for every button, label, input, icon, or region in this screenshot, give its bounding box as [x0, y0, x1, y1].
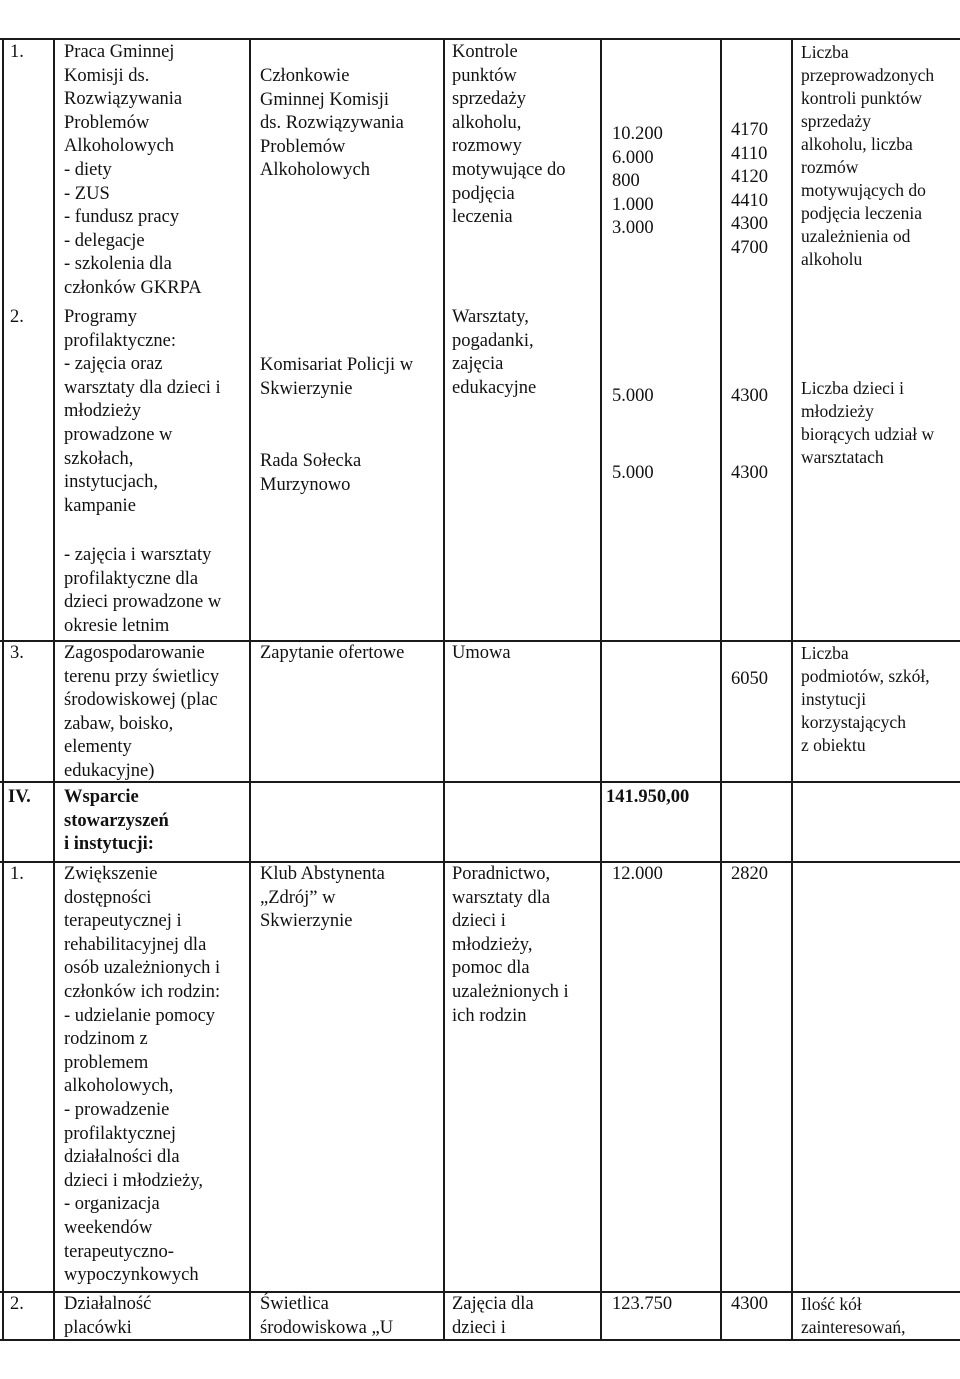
row4-task: Zwiększenie dostępności terapeutycznej i rehabilitacyjnej dla osób uzależnionych i członków ich rodzin: - udzielanie pomocy rodzinom z problemem alkoholowych, - prowadzenie profilaktycznej działalności dla dzieci i młodzieży, - organizacja weekendów terapeutyczno- wypoczynkowych: [64, 864, 221, 1286]
col-line-3: [443, 38, 445, 1340]
section-iv-number: IV.: [8, 787, 31, 807]
row5-form: Zajęcia dla dzieci i: [452, 1294, 534, 1338]
row5-number: 2.: [10, 1294, 24, 1314]
row3-number: 3.: [10, 643, 24, 663]
row5-responsible: Świetlica środowiskowa „U: [260, 1294, 394, 1338]
row1-responsible: Członkowie Gminnej Komisji ds. Rozwiązywania Problemów Alkoholowych: [260, 66, 404, 181]
row1-number: 1.: [10, 42, 24, 62]
row2-indicator: Liczba dzieci i młodzieży biorących udział w warsztatach: [801, 378, 935, 467]
row-divider-1-top: [0, 38, 960, 40]
section-iv-title: Wsparcie stowarzyszeń i instytucji:: [64, 787, 169, 855]
row2-code-1: 4300: [731, 386, 768, 406]
row1-form: Kontrole punktów sprzedaży alkoholu, rozmowy motywujące do podjęcia leczenia: [452, 42, 566, 228]
row2-form: Warsztaty, pogadanki, zajęcia edukacyjne: [452, 307, 537, 398]
row3-responsible: Zapytanie ofertowe: [260, 643, 405, 663]
row2-code-2: 4300: [731, 463, 768, 483]
col-line-6: [791, 38, 793, 1340]
col-line-1: [53, 38, 55, 1340]
row3-form: Umowa: [452, 643, 511, 663]
row5-indicator: Ilość kół zainteresowań,: [801, 1294, 906, 1337]
row3-code: 6050: [731, 669, 768, 689]
row2-responsible-police: Komisariat Policji w Skwierzynie: [260, 355, 414, 399]
row2-task: Programy profilaktyczne: - zajęcia oraz warsztaty dla dzieci i młodzieży prowadzone w szkołach, instytucjach, kampanie: [64, 307, 221, 516]
row4-form: Poradnictwo, warsztaty dla dzieci i młodzieży, pomoc dla uzależnionych i ich rodzin: [452, 864, 569, 1026]
row4-responsible: Klub Abstynenta „Zdrój” w Skwierzynie: [260, 864, 385, 932]
row5-code: 4300: [731, 1294, 768, 1314]
row1-task: Praca Gminnej Komisji ds. Rozwiązywania Problemów Alkoholowych - diety - ZUS - fundusz pracy - delegacje - szkolenia dla członków GKRPA: [64, 42, 202, 298]
col-line-2: [249, 38, 251, 1340]
row2-amount-2: 5.000: [612, 463, 654, 483]
row1-indicator: Liczba przeprowadzonych kontroli punktów sprzedaży alkoholu, liczba rozmów motywujących do podjęcia leczenia uzależnienia od alkoholu: [801, 42, 935, 269]
row4-number: 1.: [10, 864, 24, 884]
col-line-5: [720, 38, 722, 1340]
row3-task: Zagospodarowanie terenu przy świetlicy środowiskowej (plac zabaw, boisko, elementy edukacyjne): [64, 643, 220, 781]
col-line-4: [600, 38, 602, 1340]
row3-indicator: Liczba podmiotów, szkół, instytucji korzystających z obiektu: [801, 643, 930, 755]
section-iv-amount: 141.950,00: [606, 787, 690, 807]
row1-codes: 4170 4110 4120 4410 4300 4700: [731, 120, 768, 258]
row4-code: 2820: [731, 864, 768, 884]
row2-task-summer: - zajęcia i warsztaty profilaktyczne dla dzieci prowadzone w okresie letnim: [64, 545, 222, 636]
row5-amount: 123.750: [612, 1294, 673, 1314]
row4-amount: 12.000: [612, 864, 663, 884]
row2-responsible-council: Rada Sołecka Murzynowo: [260, 451, 362, 495]
col-line-0: [2, 38, 4, 1340]
row1-amounts: 10.200 6.000 800 1.000 3.000: [612, 124, 663, 239]
row5-task: Działalność placówki: [64, 1294, 152, 1338]
row2-amount-1: 5.000: [612, 386, 654, 406]
row2-number: 2.: [10, 307, 24, 327]
